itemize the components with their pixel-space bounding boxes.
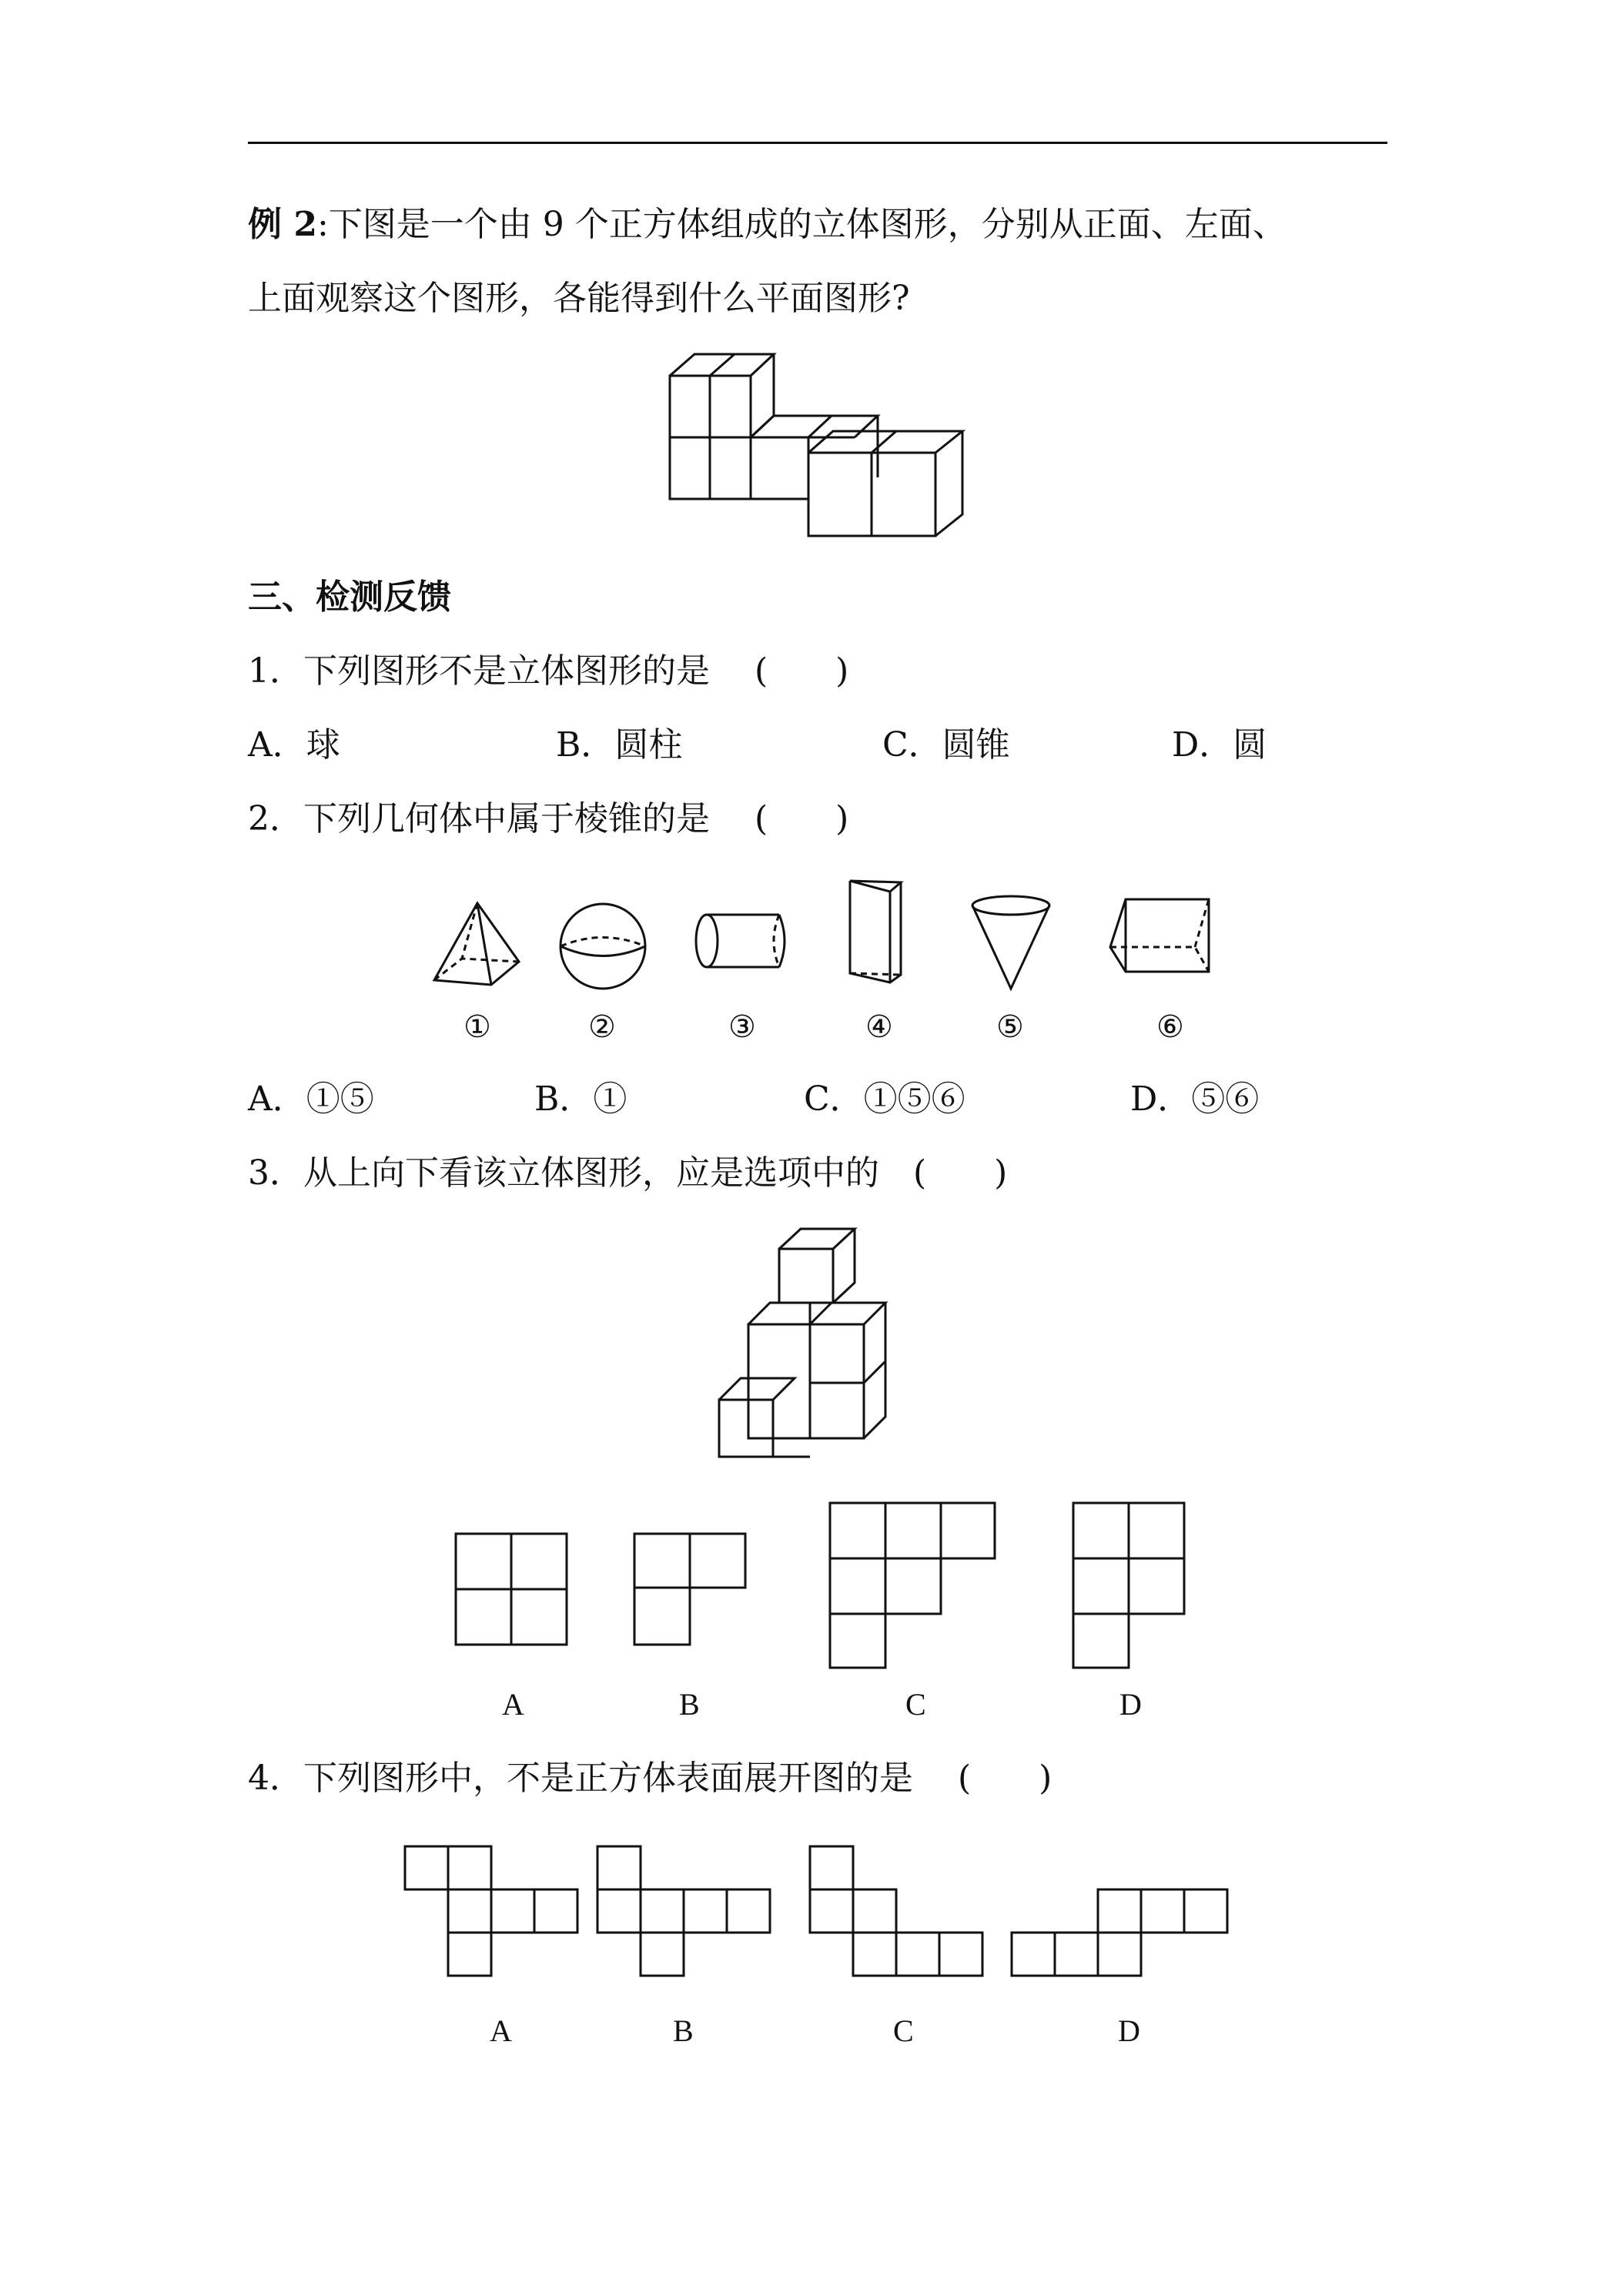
example-2-line-2: 上面观察这个图形，各能得到什么平面图形? [248, 279, 910, 318]
example-2-cube-figure [662, 353, 986, 537]
q4-net-a [403, 1845, 582, 1980]
q4-choice-label-d: D [1118, 2013, 1140, 2048]
example-2-text: :下图是一个由 9 个正方体组成的立体图形，分别从正面、左面、 [316, 205, 1287, 244]
q4-choice-label-c: C [893, 2013, 914, 2048]
q3-choice-label-d: D [1119, 1687, 1142, 1722]
solid-label-1: ① [463, 1009, 491, 1044]
q1-option-c: C．圆锥 [882, 725, 1010, 765]
solid-6-prism [1106, 895, 1213, 979]
solid-1-pyramid [431, 897, 524, 989]
q2-option-a: A．①⑤ [248, 1079, 374, 1119]
q4-choice-label-b: B [673, 2013, 694, 2048]
q4-choice-label-a: A [490, 2013, 512, 2048]
solid-3-cylinder [693, 910, 793, 972]
q1-option-b: B．圆柱 [556, 725, 683, 765]
q1-stem: 1．下列图形不是立体图形的是 ( ) [248, 651, 849, 691]
solid-4-prism [845, 878, 907, 986]
solid-label-4: ④ [865, 1009, 893, 1044]
q1-option-d: D．圆 [1172, 725, 1267, 765]
q3-choice-b-grid [633, 1532, 747, 1646]
q4-net-b [596, 1845, 775, 1980]
q2-stem: 2．下列几何体中属于棱锥的是 ( ) [248, 799, 849, 838]
q3-choice-a-grid [454, 1532, 568, 1646]
q3-choice-c-grid [828, 1501, 998, 1671]
example-2-label: 例 2 [248, 205, 317, 244]
solid-label-3: ③ [728, 1009, 756, 1044]
section-3-title: 三、检测反馈 [248, 577, 451, 617]
q3-cube-stack-figure [716, 1226, 947, 1464]
q3-choice-label-b: B [679, 1687, 700, 1722]
q4-net-c [808, 1845, 987, 1980]
header-rule [248, 142, 1387, 144]
q3-choice-label-c: C [905, 1687, 926, 1722]
q1-option-a: A．球 [248, 725, 340, 765]
q2-option-c: C．①⑤⑥ [804, 1079, 965, 1119]
solid-label-6: ⑥ [1156, 1009, 1184, 1044]
q3-stem: 3．从上向下看该立体图形，应是选项中的 ( ) [248, 1153, 1008, 1193]
q3-choice-d-grid [1072, 1501, 1186, 1671]
q2-option-d: D．⑤⑥ [1130, 1079, 1260, 1119]
solid-5-cone [969, 893, 1053, 993]
solid-label-2: ② [588, 1009, 616, 1044]
q2-option-b: B．① [534, 1079, 627, 1119]
solid-2-sphere [557, 901, 648, 992]
q3-choice-label-a: A [502, 1687, 524, 1722]
q4-stem: 4．下列图形中，不是正方体表面展开图的是 ( ) [248, 1759, 1052, 1798]
example-2-line-1 [248, 205, 1287, 245]
solid-label-5: ⑤ [996, 1009, 1024, 1044]
q4-net-d [1010, 1886, 1236, 1980]
